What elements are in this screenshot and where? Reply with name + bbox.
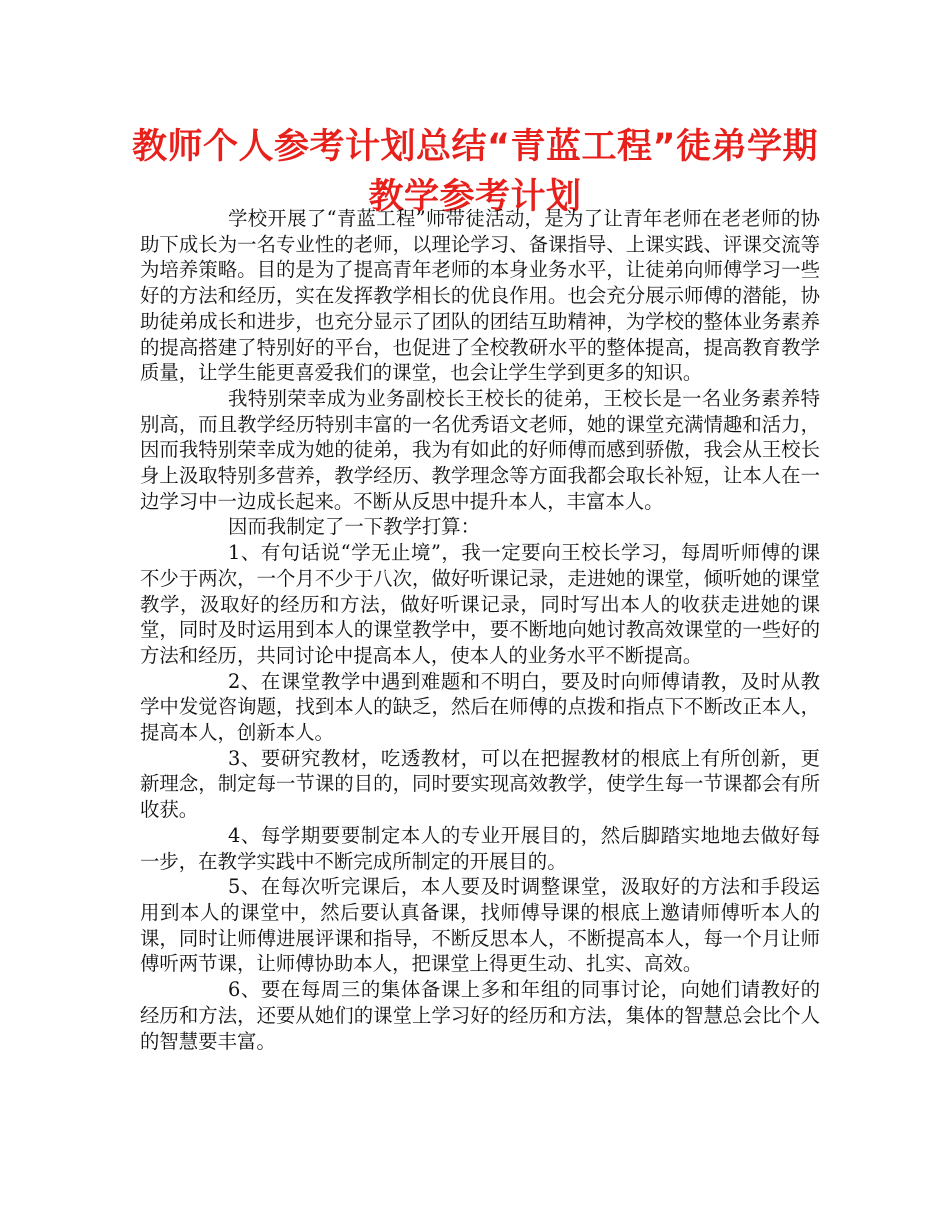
- paragraph-mentor: 我特别荣幸成为业务副校长王校长的徒弟，王校长是一名业务素养特别高，而且教学经历特别丰富的一名优秀语文老师，她的课堂充满情趣和活力，因而我特别荣幸成为她的徒弟，我为有如此的好师傅而感到骄傲，我会从王校长身上汲取特别多营养，教学经历、教学理念等方面我都会取长补短，让本人在一边学习中一边成长起来。不断从反思中提升本人，丰富本人。: [140, 386, 820, 513]
- plan-item-6: 6、要在每周三的集体备课上多和年组的同事讨论，向她们请教好的经历和方法，还要从她们的课堂上学习好的经历和方法，集体的智慧总会比个人的智慧要丰富。: [140, 978, 820, 1053]
- plan-item-3: 3、要研究教材，吃透教材，可以在把握教材的根底上有所创新，更新理念，制定每一节课的目的，同时要实现高效教学，使学生每一节课都会有所收获。: [140, 746, 820, 822]
- document-body: [140, 206, 820, 1054]
- plan-item-1: 1、有句话说“学无止境”，我一定要向王校长学习，每周听师傅的课不少于两次，一个月不少于八次，做好听课记录，走进她的课堂，倾听她的课堂教学，汲取好的经历和方法，做好听课记录，同时写出本人的收获走进她的课堂，同时及时运用到本人的课堂教学中，要不断地向她讨教高效课堂的一些好的方法和经历，共同讨论中提高本人，使本人的业务水平不断提高。: [140, 541, 820, 667]
- plan-item-5: 5、在每次听完课后，本人要及时调整课堂，汲取好的方法和手段运用到本人的课堂中，然后要认真备课，找师傅导课的根底上邀请师傅听本人的课，同时让师傅进展评课和指导，不断反思本人，不断提高本人，每一个月让师傅听两节课，让师傅协助本人，把课堂上得更生动、扎实、高效。: [140, 875, 820, 976]
- paragraph-intro: 学校开展了“青蓝工程”师带徒活动，是为了让青年老师在老老师的协助下成长为一名专业性的老师，以理论学习、备课指导、上课实践、评课交流等为培养策略。目的是为了提高青年老师的本身业务水平，让徒弟向师傅学习一些好的方法和经历，实在发挥教学相长的优良作用。也会充分展示师傅的潜能，协助徒弟成长和进步，也充分显示了团队的团结互助精神，为学校的整体业务素养的提高搭建了特别好的平台，也促进了全校教研水平的整体提高，提高教育教学质量，让学生能更喜爱我们的课堂，也会让学生学到更多的知识。: [140, 207, 820, 385]
- plan-item-2: 2、在课堂教学中遇到难题和不明白，要及时向师傅请教，及时从教学中发觉咨询题，找到本人的缺乏，然后在师傅的点拨和指点下不断改正本人，提高本人，创新本人。: [140, 669, 820, 745]
- plan-item-4: 4、每学期要要制定本人的专业开展目的，然后脚踏实地地去做好每一步，在教学实践中不断完成所制定的开展目的。: [140, 823, 820, 873]
- paragraph-plan-intro: 因而我制定了一下教学打算：: [228, 515, 481, 539]
- document-title: 教师个人参考计划总结“青蓝工程”徒弟学期教学参考计划: [131, 127, 818, 217]
